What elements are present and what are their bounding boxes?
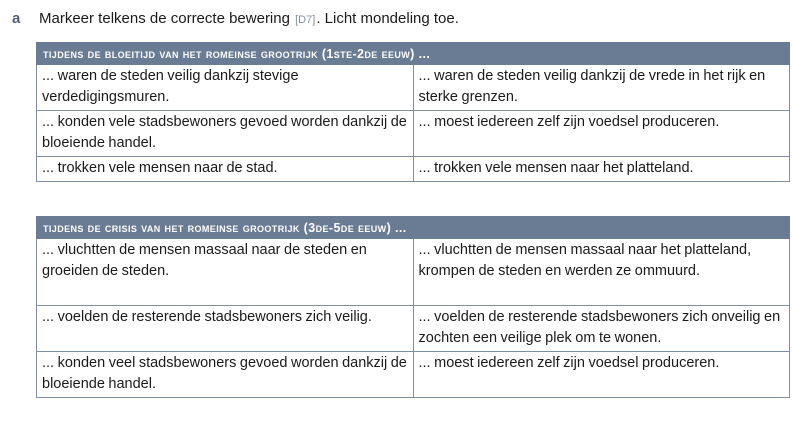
statement-cell[interactable]: ... vluchtten de mensen massaal naar het platteland, krompen de steden en werden ze ommuurd. — [413, 239, 790, 306]
statement-cell[interactable]: ... vluchtten de mensen massaal naar de steden en groeiden de steden. — [37, 239, 414, 306]
statement-cell[interactable]: ... voelden de resterende stadsbewoners zich veilig. — [37, 306, 414, 352]
table-row — [37, 65, 790, 111]
statement-cell[interactable]: ... trokken vele mensen naar het platteland. — [413, 157, 790, 182]
statement-cell[interactable]: ... waren de steden veilig dankzij de vrede in het rijk en sterke grenzen. — [413, 65, 790, 111]
table-row — [37, 306, 790, 352]
statement-cell[interactable]: ... voelden de resterende stadsbewoners zich onveilig en zochten een veilige plek om te wonen. — [413, 306, 790, 352]
question-text — [39, 9, 459, 30]
table-row — [37, 157, 790, 182]
table-header-crisis: tijdens de crisis van het romeinse grootrijk (3de-5de eeuw) ... — [37, 217, 790, 239]
table-row — [37, 239, 790, 306]
question-text-after: . Licht mondeling toe. — [316, 10, 459, 27]
statement-cell[interactable]: ... konden vele stadsbewoners gevoed worden dankzij de bloeiende handel. — [37, 111, 414, 157]
question-letter: a — [12, 10, 21, 27]
statement-cell[interactable]: ... waren de steden veilig dankzij stevige verdedigingsmuren. — [37, 65, 414, 111]
statement-cell[interactable]: ... konden veel stadsbewoners gevoed worden dankzij de bloeiende handel. — [37, 352, 414, 398]
table-row — [37, 352, 790, 398]
statement-cell[interactable]: ... moest iedereen zelf zijn voedsel produceren. — [413, 111, 790, 157]
statements-table-crisis — [36, 216, 790, 398]
statement-cell[interactable]: ... moest iedereen zelf zijn voedsel produceren. — [413, 352, 790, 398]
statements-table-heyday — [36, 42, 790, 182]
question-text-before: Markeer telkens de correcte bewering — [39, 10, 295, 27]
question-prompt — [12, 9, 459, 30]
statement-cell[interactable]: ... trokken vele mensen naar de stad. — [37, 157, 414, 182]
source-reference: [D7] — [295, 14, 316, 26]
table-row — [37, 111, 790, 157]
table-header-heyday: tijdens de bloeitijd van het romeinse grootrijk (1ste-2de eeuw) ... — [37, 43, 790, 65]
